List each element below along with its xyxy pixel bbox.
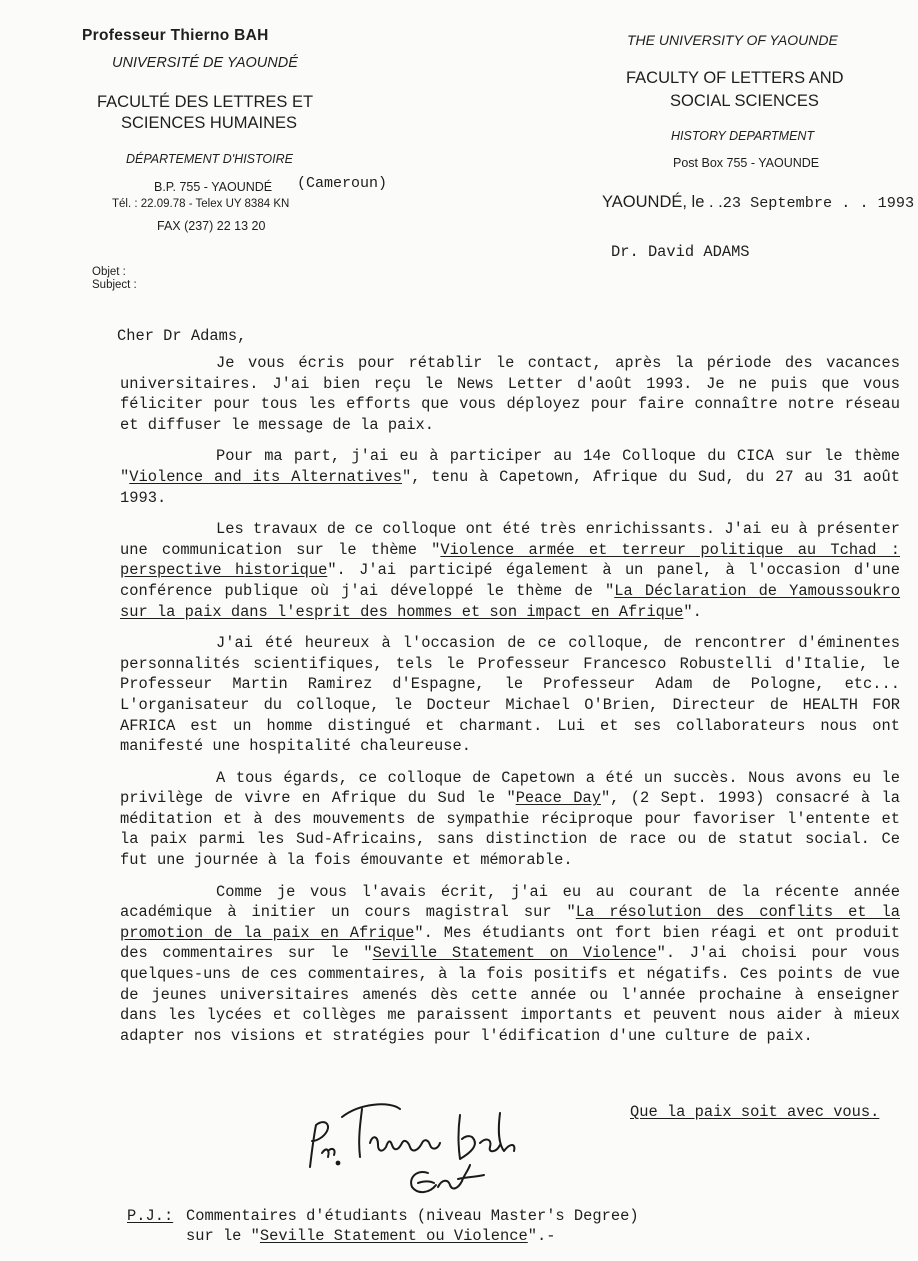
closing xyxy=(630,1103,879,1121)
recipient: Dr. David ADAMS xyxy=(611,243,750,261)
paragraph-2 xyxy=(120,446,900,508)
p2-text-b: ", tenu à Capetown, Afrique du Sud, du 27 au 31 août 1993. xyxy=(120,467,900,507)
sender-name: Professeur Thierno BAH xyxy=(82,27,269,44)
department-fr: DÉPARTEMENT D'HISTOIRE xyxy=(126,152,293,166)
p6-text-b: ". Mes étudiants ont fort bien réagi et ont produit des commentaires sur le " xyxy=(120,923,901,963)
paragraph-6 xyxy=(120,882,900,1047)
paragraph-4: J'ai été heureux à l'occasion de ce colloque, de rencontrer d'éminentes personnalités scientifiques, tels le Professeur Francesco Robustelli d'Italie, le Professeur Martin Ramirez d'Espagne, le Professeur Adam de Pologne, etc... L'organisateur du colloque, le Docteur Michael O'Brien, Directeur de HEALTH FOR AFRICA est un homme distingué et charmant. Lui et ses collaborateurs nous ont manifesté une hospitalité chaleureuse. xyxy=(120,634,900,756)
paragraph-3 xyxy=(120,519,900,622)
p3-text-c: ". xyxy=(683,602,702,621)
handwritten-signature xyxy=(300,1095,540,1205)
letter-body xyxy=(120,353,900,1057)
paragraph-1: Je vous écris pour rétablir le contact, après la période des vacances universitaires. J'ai bien reçu le News Letter d'août 1993. Je ne puis que vous féliciter pour tous les efforts que vous déployez pour faire connaître notre réseau et diffuser le message de la paix. xyxy=(120,354,900,434)
fax-fr: FAX (237) 22 13 20 xyxy=(157,219,266,233)
date-value: 23 Septembre . . 1993 xyxy=(722,194,915,212)
p5-text-b: ", (2 Sept. 1993) consacré à la méditation et à des mouvements de sympathie réciproque pour favoriser l'entente et la paix parmi les Sud-Africains, sans distinction de race ou de statut social. Ce fut une journée à la fois émouvante et mémorable. xyxy=(120,789,901,870)
enclosure-line1: Commentaires d'étudiants (niveau Master's Degree) xyxy=(186,1207,639,1225)
closing-text: Que la paix soit avec vous. xyxy=(630,1103,880,1121)
address-en: Post Box 755 - YAOUNDE xyxy=(673,156,820,170)
p2-underlined-title: Violence and its Alternatives xyxy=(129,467,402,486)
enclosure-line2-a: sur le " xyxy=(186,1227,260,1245)
phone-telex-fr: Tél. : 22.09.78 - Telex UY 8384 KN xyxy=(112,198,290,210)
p3-underlined-title-2: La Déclaration de Yamoussoukro sur la paix dans l'esprit des hommes et son impact en Afrique xyxy=(120,581,901,621)
country-fr: (Cameroun) xyxy=(297,175,388,192)
date-prefix: YAOUNDÉ, le . . xyxy=(602,193,723,211)
p3-text-b: ". J'ai participé également à un panel, à l'occasion d'une conférence publique où j'ai développé le thème de " xyxy=(120,561,900,600)
p6-text-a: Comme je vous l'avais écrit, j'ai eu au courant de la récente année académique à initier un cours magistral sur " xyxy=(120,882,900,922)
enclosure-label xyxy=(127,1207,173,1225)
p3-text-a: Les travaux de ce colloque ont été très enrichissants. J'ai eu à présenter une communication sur le thème " xyxy=(120,520,900,559)
enclosure-label-text: P.J.: xyxy=(127,1207,174,1225)
enclosure-line2-b: ".- xyxy=(527,1227,556,1245)
paragraph-5 xyxy=(120,768,900,871)
address-fr: B.P. 755 - YAOUNDÉ xyxy=(154,180,273,194)
p5-underlined-peace-day: Peace Day xyxy=(515,789,601,808)
date-line xyxy=(602,193,914,212)
p3-underlined-title-1: Violence armée et terreur politique au Tchad : perspective historique xyxy=(120,540,900,580)
faculty-fr-line1: FACULTÉ DES LETTRES ET xyxy=(97,93,314,111)
department-en: HISTORY DEPARTMENT xyxy=(671,129,815,143)
p5-text-a: A tous égards, ce colloque de Capetown a été un succès. Nous avons eu le privilège de vivre en Afrique du Sud le " xyxy=(120,768,900,808)
enclosure-line2 xyxy=(186,1227,555,1245)
p2-text-a: Pour ma part, j'ai eu à participer au 14e Colloque du CICA sur le thème " xyxy=(120,447,900,486)
university-fr: UNIVERSITÉ DE YAOUNDÉ xyxy=(112,55,298,71)
subject-label: Subject : xyxy=(92,279,137,291)
faculty-fr-line2: SCIENCES HUMAINES xyxy=(121,114,298,132)
p6-underlined-seville: Seville Statement on Violence xyxy=(372,944,657,963)
p6-text-c: ". J'ai choisi pour vous quelques-uns de ces commentaires, à la fois positifs et négatifs. Ces points de vue de jeunes universitaires amenés dès cette année ou l'année prochaine à enseigner dans les lycées et collèges me paraissent importants et peuvent nous aider à mieux adapter nos visions et stratégies pour l'édification d'une culture de paix. xyxy=(120,944,900,1045)
faculty-en-line2: SOCIAL SCIENCES xyxy=(670,92,819,110)
salutation: Cher Dr Adams, xyxy=(117,327,247,345)
university-en: THE UNIVERSITY OF YAOUNDE xyxy=(627,32,838,48)
faculty-en-line1: FACULTY OF LETTERS AND xyxy=(626,69,844,87)
object-label: Objet : xyxy=(92,266,126,278)
p6-underlined-course: La résolution des conflits et la promotion de la paix en Afrique xyxy=(120,903,900,942)
enclosure-seville: Seville Statement ou Violence xyxy=(259,1227,528,1245)
